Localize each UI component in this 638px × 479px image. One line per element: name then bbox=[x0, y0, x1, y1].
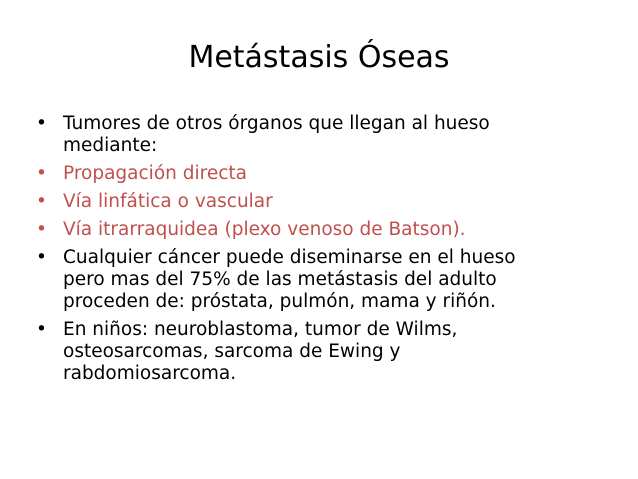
bullet-line: Vía linfática o vascular bbox=[63, 191, 273, 212]
bullet-line: En niños: neuroblastoma, tumor de Wilms, bbox=[63, 319, 458, 340]
bullet-line: Cualquier cáncer puede diseminarse en el hueso bbox=[63, 247, 516, 268]
bullet-line: Tumores de otros órganos que llegan al hueso bbox=[63, 113, 490, 134]
bullet-item bbox=[36, 191, 596, 213]
bullet-line: mediante: bbox=[63, 135, 158, 156]
bullet-line: proceden de: próstata, pulmón, mama y riñón. bbox=[63, 291, 496, 312]
bullet-line: rabdomiosarcoma. bbox=[63, 363, 237, 384]
bullet-dot-icon: • bbox=[36, 319, 47, 340]
bullet-item bbox=[36, 247, 596, 313]
slide-title: Metástasis Óseas bbox=[188, 40, 450, 75]
bullet-list bbox=[36, 113, 596, 391]
bullet-line: pero mas del 75% de las metástasis del adulto bbox=[63, 269, 497, 290]
bullet-line: osteosarcomas, sarcoma de Ewing y bbox=[63, 341, 401, 362]
bullet-item bbox=[36, 163, 596, 185]
bullet-dot-icon: • bbox=[36, 163, 47, 184]
bullet-dot-icon: • bbox=[36, 191, 47, 212]
bullet-item bbox=[36, 219, 596, 241]
bullet-line: Propagación directa bbox=[63, 163, 247, 184]
bullet-item bbox=[36, 319, 596, 385]
bullet-dot-icon: • bbox=[36, 247, 47, 268]
bullet-item bbox=[36, 113, 596, 157]
bullet-line: Vía itrarraquidea (plexo venoso de Batson). bbox=[63, 219, 466, 240]
bullet-dot-icon: • bbox=[36, 113, 47, 134]
bullet-dot-icon: • bbox=[36, 219, 47, 240]
